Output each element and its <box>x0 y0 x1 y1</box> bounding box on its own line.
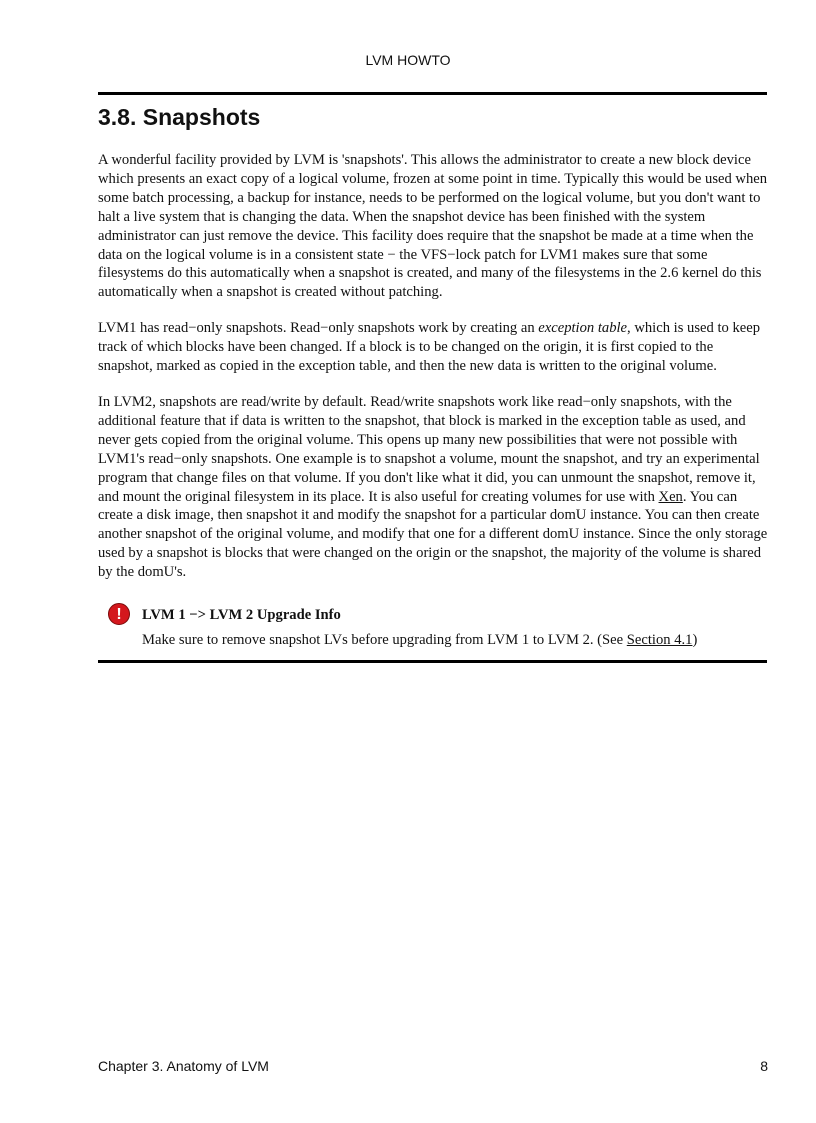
warning-icon: ! <box>108 603 130 625</box>
note-title: LVM 1 −> LVM 2 Upgrade Info <box>142 607 341 623</box>
note-body <box>142 632 697 649</box>
paragraph-1: A wonderful facility provided by LVM is 'snapshots'. This allows the administrator to create a new block device which presents an exact copy of a logical volume, frozen at some point in time. Typically this would be used when some batch processing, a backup for instance, needs to be performed on the logical volume, but you don't want to halt a live system that is changing the data. When the snapshot device has been finished with the system administrator can just remove the device. This facility does require that the snapshot be made at a time when the data on the logical volume is in a consistent state − the VFS−lock patch for LVM1 makes sure that some filesystems do this automatically when a snapshot is created, and many of the filesystems in the 2.6 kernel do this automatically when a snapshot is created without patching. <box>98 152 768 301</box>
note-body-text-a: Make sure to remove snapshot LVs before upgrading from LVM 1 to LVM 2. (See <box>142 632 627 648</box>
paragraph-3-text-b: . You can create a disk image, then snapshot it and modify the snapshot for a particular domU instance. You can then create another snapshot of the original volume, and modify that one for a different domU instance. Since the only storage used by a snapshot is blocks that were changed on the origin or the snapshot, the majority of the volume is shared by the domU's. <box>98 488 768 581</box>
footer-page-number: 8 <box>760 1058 768 1074</box>
paragraph-3-text-a: In LVM2, snapshots are read/write by default. Read/write snapshots work like read−only snapshots, with the additional feature that if data is written to the snapshot, that block is marked in the exception table as used, and never gets copied from the original volume. This opens up many new possibilities that were not possible with LVM1's read−only snapshots. One example is to snapshot a volume, mount the snapshot, and try an experimental program that change files on that volume. If you don't like what it did, you can unmount the snapshot, remove it, and mount the original filesystem in its place. It is also useful for creating volumes for use with <box>98 393 760 505</box>
footer-chapter: Chapter 3. Anatomy of LVM <box>98 1058 269 1074</box>
note-bottom-rule <box>98 660 767 663</box>
section-title: 3.8. Snapshots <box>98 104 261 130</box>
paragraph-2-text-a: LVM1 has read−only snapshots. Read−only snapshots work by creating an <box>98 320 539 337</box>
xen-link[interactable]: Xen <box>658 488 683 505</box>
exception-table-term: exception table <box>538 320 628 337</box>
paragraph-2-text-b: , which is used to keep track of which blocks have been changed. If a block is to be changed on the origin, it is first copied to the snapshot, marked as copied in the exception table, and then the new data is written to the original volume. <box>98 320 760 375</box>
paragraph-2 <box>98 319 768 376</box>
paragraph-3 <box>98 393 768 582</box>
note-body-text-b: ) <box>692 632 698 648</box>
header-rule <box>98 92 767 95</box>
section-4-1-link[interactable]: Section 4.1 <box>626 632 693 648</box>
section-body <box>98 151 768 599</box>
running-header: LVM HOWTO <box>365 52 451 68</box>
